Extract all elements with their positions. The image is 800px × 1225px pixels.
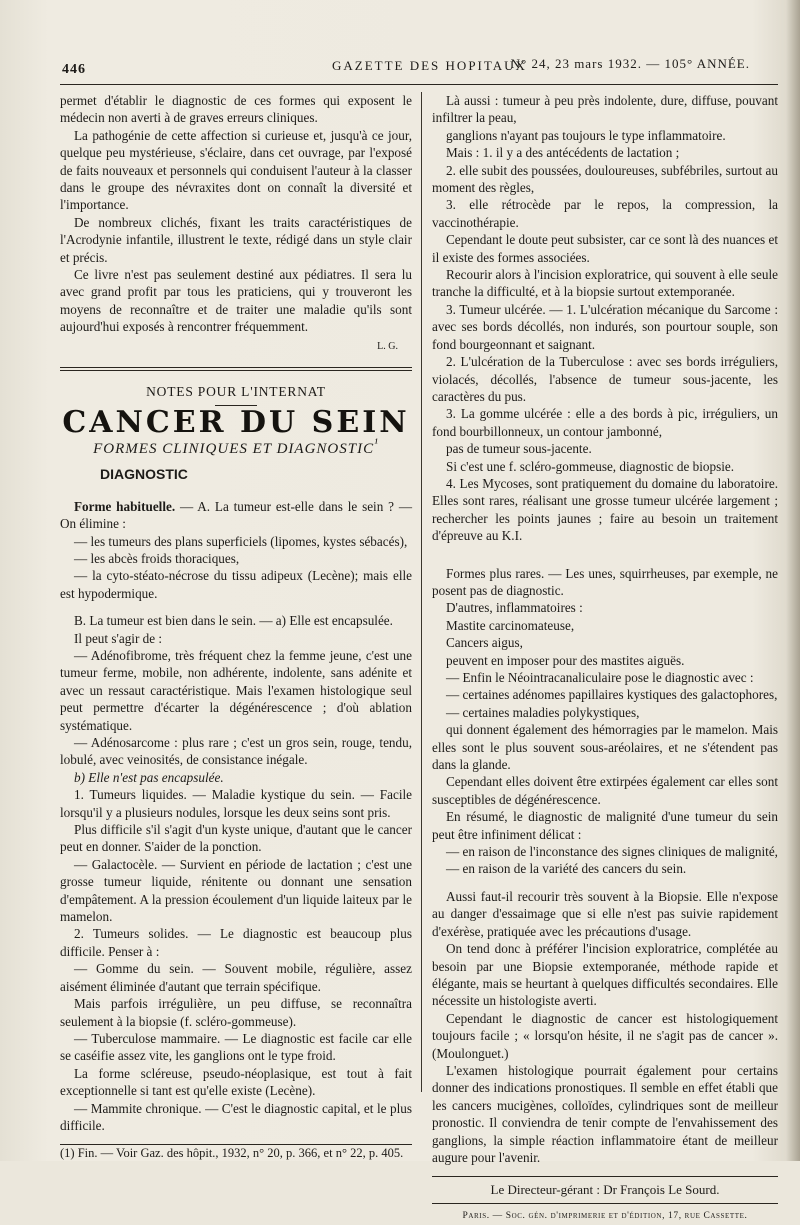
spacer [432,545,778,565]
journal-title: GAZETTE DES HOPITAUX [332,58,527,73]
paragraph: Il peut s'agir de : [74,630,163,646]
list-item: — les tumeurs des plans superficiels (lipomes, kystes sébacés), [74,533,408,549]
colophon-rule [432,1176,778,1177]
paragraph: peuvent en imposer pour des mastites aiguës. [446,652,685,668]
header-rule [60,84,778,85]
paragraph: La pathogénie de cette affection si curieuse et, jusqu'à ce jour, quelque peu mystérieuse, s'éclaire, dans cet ouvrage, par l'exposé de faits nouveaux et personnels qui conduisent l'auteur à la classer dans le groupe des névraxites dont on connaît la diversité et l'importance. [60,127,412,213]
paragraph: — Adénosarcome : plus rare ; c'est un gros sein, rouge, tendu, lobulé, avec veinosités, de consistance inégale. [60,735,412,768]
list-item: — en raison de la variété des cancers du sein. [446,861,687,877]
paragraph: Aussi faut-il recourir très souvent à la Biopsie. Elle n'expose au danger d'essaimage que si elle n'est pas suivie rapidement d'exérèse, pratiquée avec les précautions d'usage. [432,888,778,939]
paragraph [60,498,412,533]
footnote-ref: ¹ [374,435,379,450]
paragraph: Plus difficile s'il s'agit d'un kyste unique, d'autant que le cancer peut en donner. S'aider de la ponction. [60,822,412,855]
paragraph: Recourir alors à l'incision exploratrice, qui souvent à elle seule tranche la difficulté, et à la biopsie surtout extemporanée. [432,267,778,300]
paragraph: Formes plus rares. — Les unes, squirrheuses, par exemple, ne posent pas de diagnostic. [432,565,778,598]
paragraph: — Enfin le Néointracanaliculaire pose le diagnostic avec : [446,670,754,685]
paragraph: ganglions n'ayant pas toujours le type inflammatoire. [446,127,726,143]
paragraph: 2. L'ulcération de la Tuberculose : avec ses bords irréguliers, violacés, décollés, l'absence de tumeur sous-jacente, les caractères du pus. [432,354,778,404]
section-rule [60,367,412,368]
paragraph: Ce livre n'est pas seulement destiné aux pédiatres. Il sera lu avec grand profit par tous les praticiens, qui y trouveront les moyens de reconnaître et de traiter une maladie qu'ils sont aujourd'hui exposés à rencontrer fréquemment. [60,267,412,335]
paragraph: qui donnent également des hémorragies par le mamelon. Mais elles sont le plus souvent sous-aréolaires, et ne s'étendent pas dans la glande. [432,722,778,773]
list-item: Mastite carcinomateuse, [446,617,575,633]
paragraph: L'examen histologique pourrait également pour certains donner des indications pronostiques. Il semble en effet établi que les cancers mucigènes, colloïdes, cylindriques sont de meilleur pronostic. Il conviendra de tenir compte de l'envahissement des ganglions, la simple réaction inflammatoire étant de meilleur augure pour l'avenir. [432,1062,778,1165]
list-item: Cancers aigus, [446,635,523,651]
footnote: (1) Fin. — Voir Gaz. des hôpit., 1932, n° 20, p. 366, et n° 22, p. 405. [60,1146,404,1161]
paragraph: pas de tumeur sous-jacente. [446,441,592,457]
column-divider [421,92,422,1092]
right-column [432,92,778,1225]
paragraph: permet d'établir le diagnostic de ces formes qui exposent le médecin non averti à de graves erreurs cliniques. [60,93,412,126]
paragraph: Mais : 1. il y a des antécédents de lactation ; [446,145,680,161]
page-number: 446 [62,62,86,77]
paragraph: Mais parfois irrégulière, un peu diffuse, se reconnaîtra seulement à la biopsie (f. scléro-gommeuse). [60,996,412,1029]
paragraph: — Gomme du sein. — Souvent mobile, régulière, assez aisément éliminée d'autant que terrain spécifique. [60,961,412,994]
article-subtitle [60,435,412,458]
spacer [60,602,412,612]
spacer [432,878,778,888]
left-column [60,92,412,1161]
article-title: CANCER DU SEIN [62,404,410,440]
list-item: — en raison de l'inconstance des signes cliniques de malignité, [446,844,778,860]
paragraph: La forme scléreuse, pseudo-néoplasique, est tout à fait exceptionnelle si tant est qu'elle existe (Lecène). [60,1065,412,1099]
list-item: — les abcès froids thoraciques, [74,550,240,566]
section-rule [60,370,412,371]
list-item: — la cyto-stéato-nécrose du tissu adipeux (Lecène); mais elle est hypodermique. [60,568,412,601]
paragraph: En résumé, le diagnostic de malignité d'une tumeur du sein peut être infiniment délicat : [432,809,778,842]
printer-line: Paris. — Soc. gén. d'imprimerie et d'édition, 17, rue Cassette. [462,1210,748,1221]
subsection-heading: b) Elle n'est pas encapsulée. [74,769,224,785]
colophon-rule [432,1203,778,1204]
list-item: — certaines adénomes papillaires kystiques des galactophores, [446,687,778,703]
section-heading: NOTES POUR L'INTERNAT [146,384,326,400]
page-edge-shadow [786,0,800,1161]
director-line: Le Directeur-gérant : Dr François Le Sourd. [490,1182,720,1198]
subtitle-text: FORMES CLINIQUES ET DIAGNOSTIC [93,440,375,457]
paragraph: De nombreux clichés, fixant les traits caractéristiques de l'Acrodynie infantile, illustrent le texte, rédigé dans un style clair et précis. [60,214,412,265]
subsection-heading: B. La tumeur est bien dans le sein. — a) Elle est encapsulée. [74,613,393,629]
paragraph: Cependant elles doivent être extirpées également car elles sont susceptibles de dégénérescence. [432,774,778,807]
paragraph: 3. Tumeur ulcérée. — 1. L'ulcération mécanique du Sarcome : avec ses bords décollés, non indurés, son pourtour souple, son fond bourgeonnant et saignant. [432,301,778,352]
paragraph: Cependant le diagnostic de cancer est histologiquement toujours facile ; « lorsqu'on hésite, il ne s'agit pas de cancer ». (Moulonguet.) [432,1010,778,1061]
review-signature: L. G. [377,340,398,352]
diagnostic-heading: DIAGNOSTIC [100,466,188,483]
paragraph: 3. La gomme ulcérée : elle a des bords à pic, irréguliers, un fond bourbillonneux, un contour jambonné, [432,406,778,439]
paragraph: Là aussi : tumeur à peu près indolente, dure, diffuse, pouvant infiltrer la peau, [432,93,778,126]
paragraph-text: — A. La tumeur est-elle dans le sein ? — On élimine : [60,498,413,532]
paragraph: — Tuberculose mammaire. — Le diagnostic est facile car elle se caséifie assez vite, les ganglions ont le type froid. [60,1030,412,1064]
paragraph: D'autres, inflammatoires : [446,600,583,616]
run-in-heading: Forme habituelle. [74,498,176,514]
paragraph: On tend donc à préférer l'incision exploratrice, complétée au besoin par une Biopsie extemporanée, méthode rapide et élégante, mais se heurtant à quelques difficultés secondaires. Elle nécessite un histologiste averti. [432,941,778,1009]
paragraph: — Mammite chronique. — C'est le diagnostic capital, et le plus difficile. [60,1100,412,1133]
running-head [62,52,776,78]
paragraph: Si c'est une f. scléro-gommeuse, diagnostic de biopsie. [446,458,735,474]
paragraph: — Adénofibrome, très fréquent chez la femme jeune, c'est une tumeur ferme, mobile, non adhérente, indolente, sans adénite et avec un ressaut caractéristique. Mais l'examen histologique seul peut permettre d'écarter la dégénérescence ; d'où ablation systématique. [60,647,412,733]
issue-line: N° 24, 23 mars 1932. — 105° ANNÉE. [510,56,750,71]
paragraph: 2. Tumeurs solides. — Le diagnostic est beaucoup plus difficile. Penser à : [60,926,412,959]
paragraph: Cependant le doute peut subsister, car ce sont là des nuances et il existe des formes associées. [432,232,778,265]
paragraph: 3. elle rétrocède par le repos, la compression, la vaccinothérapie. [432,197,778,230]
paragraph: 2. elle subit des poussées, douloureuses, subfébriles, surtout au moment des règles, [432,162,778,196]
paragraph: — Galactocèle. — Survient en période de lactation ; c'est une grosse tumeur liquide, rénitente ou donnant une sensation d'empâtement. A la pression écoulement d'un liquide laiteux par le mamelon. [60,856,412,925]
list-item: — certaines maladies polykystiques, [446,704,640,720]
paragraph: 1. Tumeurs liquides. — Maladie kystique du sein. — Facile lorsqu'il y a plusieurs nodules, lorsque les deux seins sont pris. [60,787,412,820]
paragraph: 4. Les Mycoses, sont pratiquement du domaine du laboratoire. Elles sont rares, réalisant une grosse tumeur ulcérée largement ; rechercher les points jaunes ; faire au besoin un traitement d'épreuve au K.I. [432,475,778,544]
